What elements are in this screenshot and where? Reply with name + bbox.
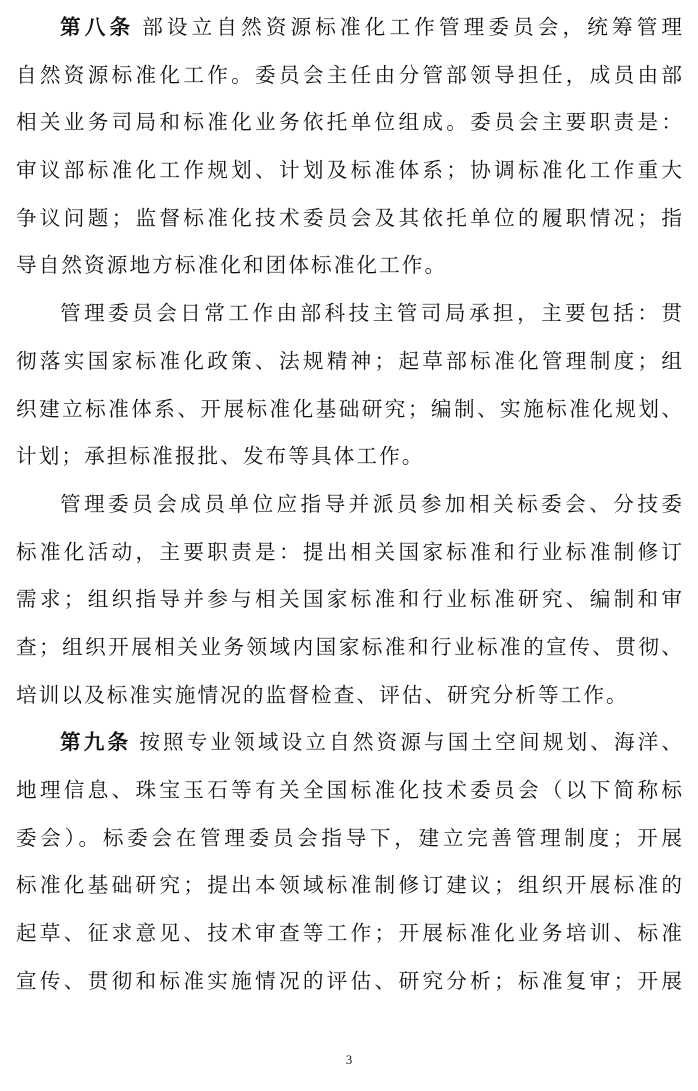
line-text: 织建立标准体系、开展标准化基础研究；编制、实施标准化规划、 <box>16 396 682 421</box>
line-text: 争议问题；监督标准化技术委员会及其依托单位的履职情况；指 <box>16 205 682 230</box>
line-text: 部设立自然资源标准化工作管理委员会，统筹管理 <box>142 15 683 39</box>
text-line <box>16 910 682 958</box>
text-line <box>16 99 682 147</box>
text-line <box>16 862 682 910</box>
line-text: 管理委员会日常工作由部科技主管司局承担，主要包括：贯 <box>60 301 682 326</box>
text-line <box>16 147 682 195</box>
line-text: 培训以及标准实施情况的监督检查、评估、研究分析等工作。 <box>16 682 629 707</box>
text-line <box>16 290 682 338</box>
body-text <box>16 4 682 1005</box>
article-heading: 第八条 <box>60 15 135 39</box>
text-line <box>16 52 682 100</box>
line-text: 按照专业领域设立自然资源与国土空间规划、海洋、 <box>139 730 683 755</box>
text-line <box>16 242 682 290</box>
line-text: 审议部标准化工作规划、计划及标准体系；协调标准化工作重大 <box>16 158 682 183</box>
page-number: 3 <box>345 1052 353 1067</box>
text-line <box>16 481 682 529</box>
line-text: 标准化基础研究；提出本领域标准制修订建议；组织开展标准的 <box>16 873 682 898</box>
line-text: 自然资源标准化工作。委员会主任由分管部领导担任，成员由部 <box>16 62 682 87</box>
article-heading: 第九条 <box>60 730 132 755</box>
line-text: 地理信息、珠宝玉石等有关全国标准化技术委员会（以下简称标 <box>16 778 682 802</box>
line-text: 彻落实国家标准化政策、法规精神；起草部标准化管理制度；组 <box>16 348 682 373</box>
line-text: 查；组织开展相关业务领域内国家标准和行业标准的宣传、贯彻、 <box>16 634 682 659</box>
text-line <box>16 672 682 720</box>
line-text: 起草、征求意见、技术审查等工作；开展标准化业务培训、标准 <box>16 921 682 946</box>
text-line <box>16 433 682 481</box>
line-text: 委会）。标委会在管理委员会指导下，建立完善管理制度；开展 <box>16 825 682 850</box>
line-text: 相关业务司局和标准化业务依托单位组成。委员会主要职责是： <box>16 110 682 135</box>
line-text: 需求；组织指导并参与相关国家标准和行业标准研究、编制和审 <box>16 587 682 612</box>
text-line <box>16 767 682 815</box>
line-text: 标准化活动，主要职责是：提出相关国家标准和行业标准制修订 <box>16 539 682 564</box>
line-text: 宣传、贯彻和标准实施情况的评估、研究分析；标准复审；开展 <box>16 968 682 993</box>
text-line <box>16 719 682 767</box>
line-text: 管理委员会成员单位应指导并派员参加相关标委会、分技委 <box>60 491 682 516</box>
text-line <box>16 815 682 863</box>
text-line <box>16 576 682 624</box>
text-line <box>16 624 682 672</box>
line-text: 计划；承担标准报批、发布等具体工作。 <box>16 444 425 469</box>
text-line <box>16 958 682 1006</box>
text-line <box>16 386 682 434</box>
text-line <box>16 4 682 52</box>
text-line <box>16 195 682 243</box>
text-line <box>16 529 682 577</box>
text-line <box>16 338 682 386</box>
line-text: 导自然资源地方标准化和团体标准化工作。 <box>16 253 448 278</box>
